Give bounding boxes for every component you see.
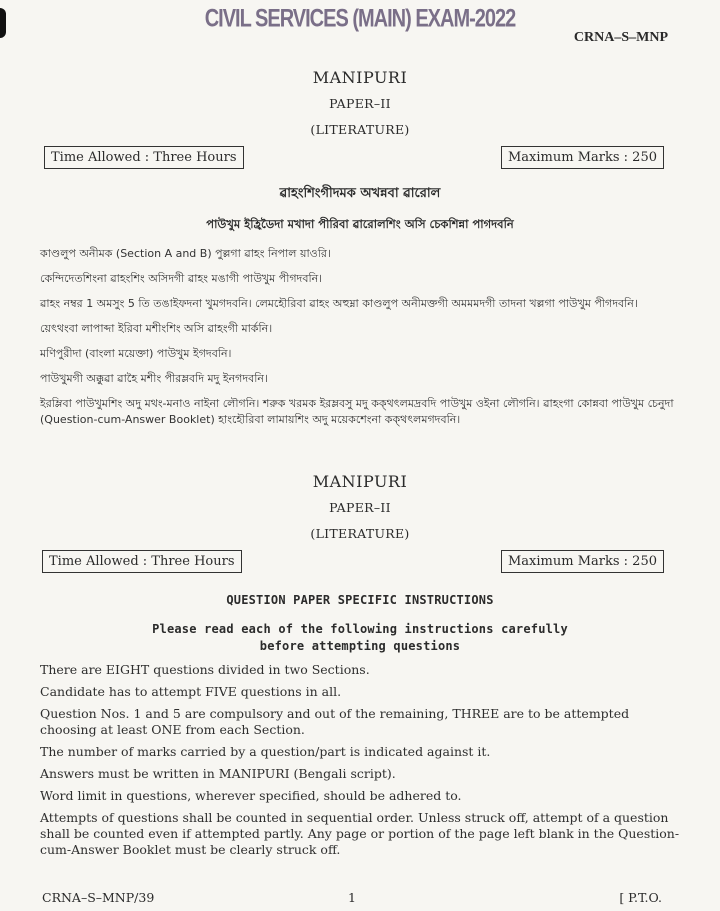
literature-label-en: (LITERATURE) — [310, 526, 410, 541]
list-item: কেন্দিদেতশিংনা ৱাহংশিং অসিদগী ৱাহং মঙাগী পাউখুম পীগদবনি। — [40, 272, 323, 285]
list-item: Question Nos. 1 and 5 are compulsory and out of the remaining, THREE are to be attempted choosing at least ONE from each Section. — [40, 706, 630, 737]
list-item: Candidate has to attempt FIVE questions in all. — [40, 684, 342, 699]
subject-title-mn: MANIPURI — [312, 68, 408, 87]
subject-title-en: MANIPURI — [312, 472, 408, 491]
instructions-title-mn: ৱাহংশিংগীদমক অখন্নবা ৱারোল — [279, 186, 441, 201]
max-marks-box-mn: Maximum Marks : 250 — [501, 146, 664, 169]
literature-label-mn: (LITERATURE) — [310, 122, 410, 137]
instructions-subtitle-line2: before attempting questions — [259, 639, 461, 653]
list-item: মণিপুরীদা (বাংলা ময়েক্তা) পাউখুম ইগদবনি। — [40, 347, 232, 360]
list-item: পাউখুমগী অক্কুৱা ৱাহৈ মশীং পীরম্লবদি মদু ইনগদবনি। — [40, 372, 268, 385]
page-number: 1 — [348, 890, 356, 905]
list-item: Answers must be written in MANIPURI (Bengali script). — [40, 766, 396, 781]
instructions-list-mn — [40, 246, 680, 437]
list-item: কাণ্ডলুপ অনীমক (Section A and B) পুল্লগা ৱাহং নিপাল য়াওরি। — [40, 247, 331, 260]
instructions-list-en — [40, 662, 680, 864]
list-item: ৱাহং নম্বর 1 অমসুং 5 তি তঙাইফদনা খুমগদবনি। লেমহৌরিবা ৱাহং অহুম্না কাণ্ডলুপ অনীমক্তগী অমমমদগী তাদনা খল্লগা পাউখুম পীগদবনি। — [40, 297, 638, 310]
max-marks-box-en: Maximum Marks : 250 — [501, 550, 664, 573]
list-item: ইরম্লিবা পাউখুমশিং অদু মথং-মনাও নাইনা লৌগনি। শরুক খরমক ইরম্লবসু মদু কক্থৎলমদ্রবদি পাউখুম ওইনা লৌগনি। ৱাহংগা কোন্নবা পাউখুম চেনুদা (Question-cum-Answer Booklet) হাংহৌরিবা লামায়শিং অদু ময়েকশেংনা কক্থৎলমগদবনি। — [40, 397, 674, 426]
list-item: য়েৎথংবা লাপাব্দা ইরিবা মশীংশিং অসি ৱাহংগী মার্কনি। — [40, 322, 273, 335]
list-item: Word limit in questions, wherever specified, should be adhered to. — [40, 788, 462, 803]
paper-label-mn: PAPER–II — [329, 96, 391, 111]
footer-paper-code: CRNA–S–MNP/39 — [42, 890, 155, 905]
paper-code-top: CRNA–S–MNP — [573, 30, 668, 45]
list-item: Attempts of questions shall be counted in sequential order. Unless struck off, attempt of a question shall be counted even if attempted partly. Any page or portion of the page left blank in the Question-cum-Answer Booklet must be clearly struck off. — [40, 810, 680, 857]
paper-label-en: PAPER–II — [329, 500, 391, 515]
time-allowed-box-en: Time Allowed : Three Hours — [42, 550, 242, 573]
instructions-subtitle-line1: Please read each of the following instructions carefully — [152, 622, 568, 636]
instructions-subtitle-mn: পাউখুম ইহ্রিডৈদা মখাদা পীরিবা ৱারোলশিং অসি চেকশিন্না পাগদবনি — [206, 217, 514, 231]
exam-banner: CIVIL SERVICES (MAIN) EXAM-2022 — [204, 5, 516, 33]
list-item: The number of marks carried by a question/part is indicated against it. — [40, 744, 491, 759]
pto-label: [ P.T.O. — [619, 890, 662, 905]
list-item: There are EIGHT questions divided in two Sections. — [40, 662, 370, 677]
time-allowed-box-mn: Time Allowed : Three Hours — [44, 146, 244, 169]
instructions-title-en: QUESTION PAPER SPECIFIC INSTRUCTIONS — [226, 593, 494, 607]
